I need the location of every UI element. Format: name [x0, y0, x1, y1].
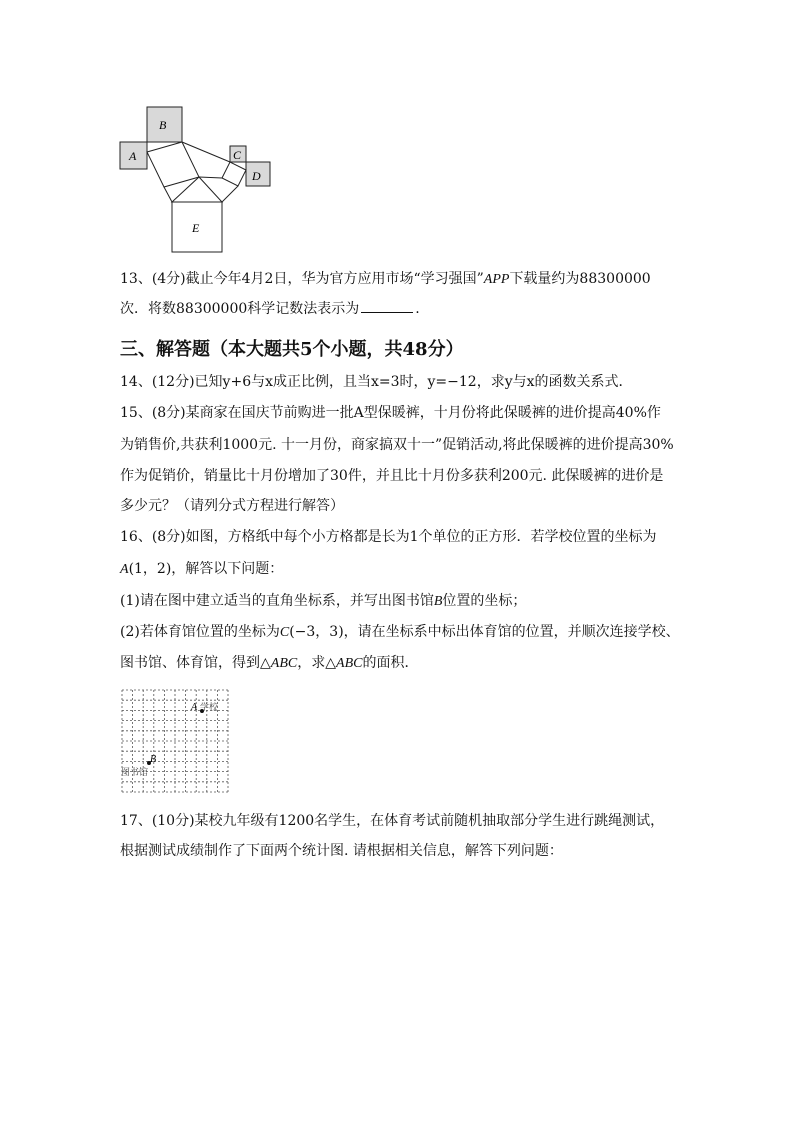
label-e: E	[192, 221, 200, 235]
q15-line1: 15、(8分)某商家在国庆节前购进一批A型保暖裤，十月份将此保暖裤的进价提高40%作	[120, 405, 661, 421]
q17-line1: 17、(10分)某校九年级有1200名学生，在体育考试前随机抽取部分学生进行跳绳测试，	[120, 813, 665, 829]
q16-line1: 16、(8分)如图，方格纸中每个小方格都是长为1个单位的正方形．若学校位置的坐标为	[120, 529, 657, 545]
q17-line2: 根据测试成绩制作了下面两个统计图. 请根据相关信息，解答下列问题：	[120, 843, 563, 859]
pythagoras-square-figure	[112, 100, 282, 260]
q16-line2: A(1，2)，解答以下问题：	[120, 561, 284, 577]
section-heading: 三、解答题（本大题共5个小题，共48分）	[120, 339, 464, 360]
q16-part2: (2)若体育馆位置的坐标为C(−3，3)，请在坐标系中标出体育馆的位置，并顺次连接学校、	[120, 624, 680, 640]
label-c: C	[233, 148, 242, 162]
answer-blank[interactable]	[361, 300, 413, 313]
tilted-square-right	[222, 162, 246, 186]
q15-line4: 多少元？（请列分式方程进行解答）	[120, 498, 344, 514]
coordinate-grid-figure	[120, 688, 230, 794]
point-b-label: B	[150, 754, 157, 765]
label-d: D	[252, 169, 261, 183]
q15-line3: 作为促销价，销量比十月份增加了30件，并且比十月份多获利200元. 此保暖裤的进价是	[120, 468, 664, 484]
point-a-name: 学校	[200, 702, 219, 712]
q16-part1: (1)请在图中建立适当的直角坐标系，并写出图书馆B位置的坐标；	[120, 593, 527, 609]
label-b: B	[159, 118, 167, 132]
q14-text: 14、(12分)已知y+6与x成正比例，且当x=3时，y=−12，求y与x的函数关系式．	[120, 374, 633, 390]
tilted-square-left	[147, 142, 199, 187]
q13-line2: 次．将数88300000科学记数法表示为 .	[120, 301, 420, 317]
label-a: A	[129, 149, 137, 163]
q16-line5: 图书馆、体育馆，得到△ABC，求△ABC的面积．	[120, 655, 419, 671]
point-b-name: 图书馆	[121, 767, 149, 777]
point-a-label: A	[191, 702, 198, 713]
q15-line2: 为销售价,共获利1000元. 十一月份，商家搞双十一”促销活动,将此保暖裤的进价提高30%	[120, 437, 674, 453]
q13-line1: 13、(4分)截止今年4月2日，华为官方应用市场“学习强国”APP下载量约为88300000	[120, 271, 651, 287]
